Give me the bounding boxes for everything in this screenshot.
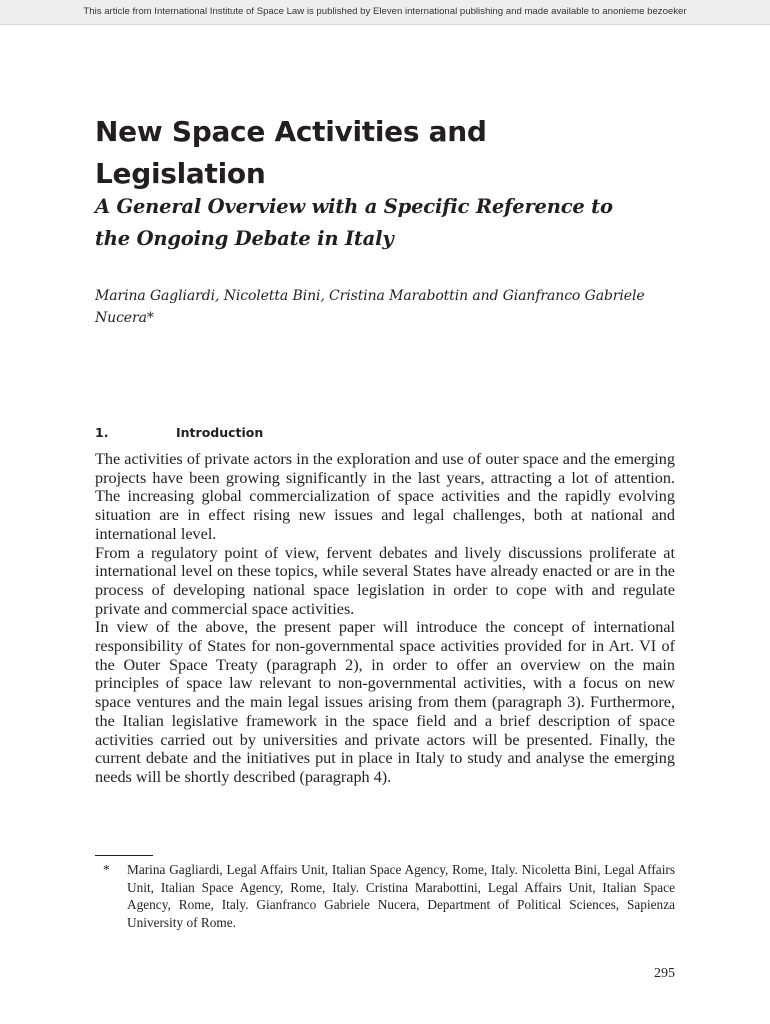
body-paragraph-1: The activities of private actors in the exploration and use of outer space and the emerging projects have been growing significantly in the last years, attracting a lot of attention. The increasing global commercialization of space activities and the rapidly evolving situation are in effect rising new issues and legal challenges, both at national and international level.	[95, 450, 675, 543]
article-subtitle-line-1: A General Overview with a Specific Reference to	[95, 195, 613, 218]
section-heading	[95, 423, 675, 443]
section-body	[95, 450, 675, 787]
body-paragraph-3: In view of the above, the present paper will introduce the concept of international responsibility of States for non-governmental space activities provided for in Art. VI of the Outer Space Treaty (paragraph 2), in order to offer an overview on the main principles of space law relevant to non-governmental activities, with a focus on new space ventures and the main legal issues arising from them (paragraph 3). Furthermore, the Italian legislative framework in the space field and a brief description of space activities carried out by universities and private actors will be presented. Finally, the current debate and the initiatives put in place in Italy to study and analyse the emerging needs will be shortly described (paragraph 4).	[95, 618, 675, 786]
footnote	[95, 861, 675, 931]
author-list: Marina Gagliardi, Nicoletta Bini, Cristina Marabottin and Gianfranco Gabriele Nucera*	[95, 288, 645, 326]
article-subtitle-line-2: the Ongoing Debate in Italy	[95, 227, 394, 250]
footnote-divider	[95, 855, 153, 856]
page-number: 295	[654, 966, 675, 981]
body-paragraph-2: From a regulatory point of view, fervent debates and lively discussions proliferate at international level on these topics, while several States have already enacted or are in the process of developing national space legislation in order to cope with and regulate private and commercial space activities.	[95, 543, 675, 618]
footnote-mark: *	[103, 862, 110, 877]
section-title: Introduction	[176, 425, 264, 440]
access-banner: This article from International Institute of Space Law is published by Eleven international publishing and made available to anonieme bezoeker	[0, 0, 770, 25]
article-title-line-1: New Space Activities and	[95, 115, 487, 148]
footnote-text: Marina Gagliardi, Legal Affairs Unit, Italian Space Agency, Rome, Italy. Nicoletta Bini, Legal Affairs Unit, Italian Space Agency, Rome, Italy. Cristina Marabottini, Legal Affairs Unit, Italian Space Agency, Rome, Italy. Gianfranco Gabriele Nucera, Department of Political Sciences, Sapienza University of Rome.	[127, 862, 675, 930]
article-subtitle	[95, 191, 695, 255]
section-number: 1.	[95, 425, 109, 440]
article-title-line-2: Legislation	[95, 157, 266, 190]
article-title	[95, 111, 695, 195]
